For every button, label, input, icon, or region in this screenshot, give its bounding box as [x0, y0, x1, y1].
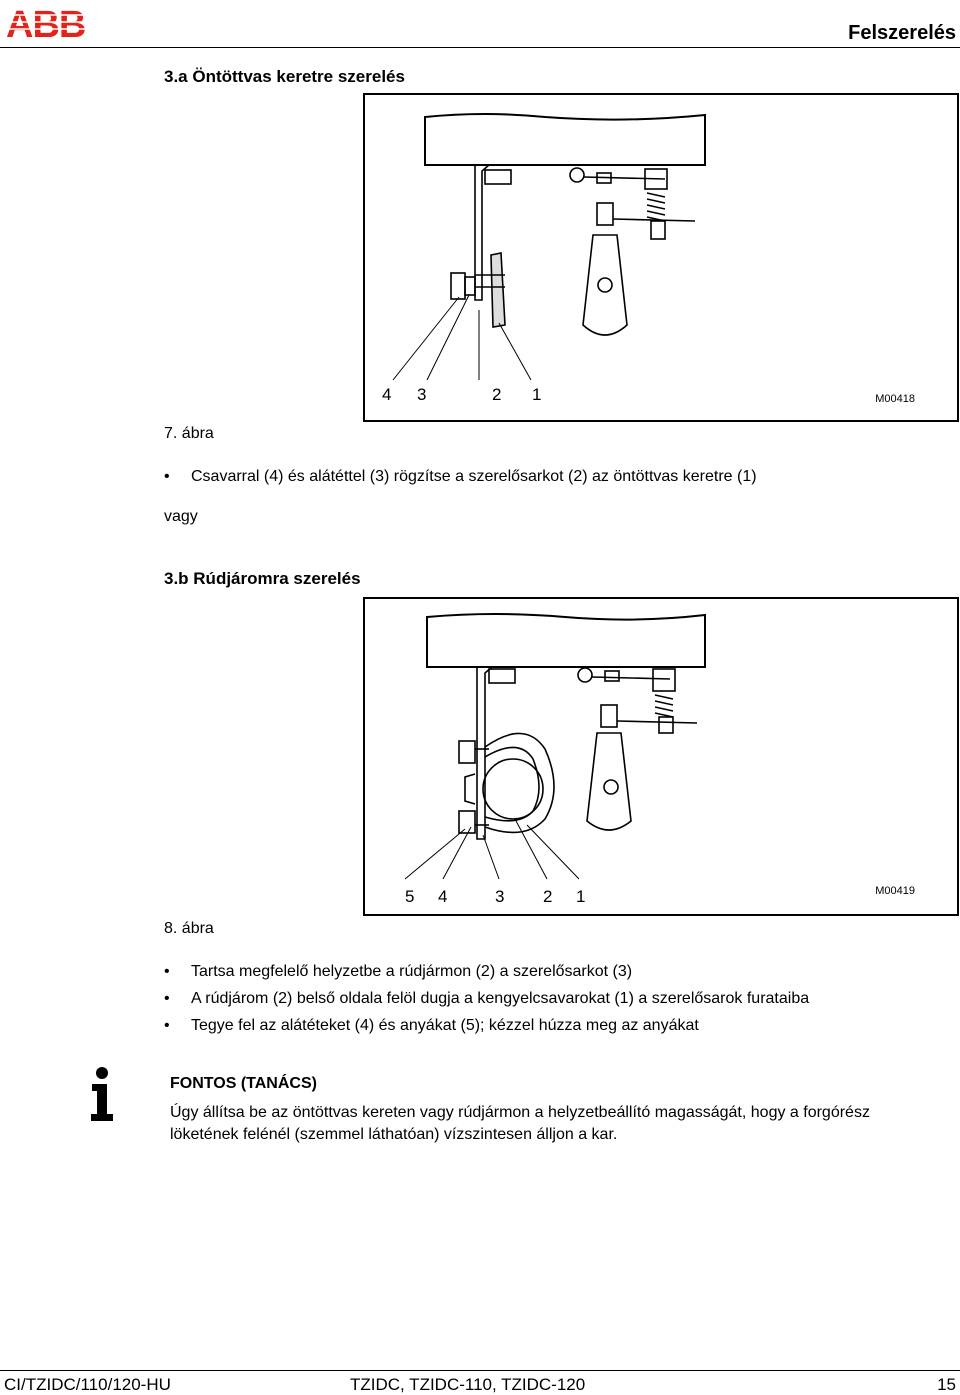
section-b-heading: 3.b Rúdjáromra szerelés — [164, 569, 361, 588]
figure-code: M00419 — [875, 885, 915, 897]
callout-1: 1 — [576, 887, 586, 906]
figure-8 — [363, 597, 959, 916]
footer-rule — [0, 1370, 960, 1371]
figure-7-drawing — [365, 95, 957, 420]
list-item: • Tartsa megfelelő helyzetbe a rúdjármon (2) a szerelősarkot (3) — [164, 958, 944, 985]
list-item: • Tegye fel az alátéteket (4) és anyákat (5); kézzel húzza meg az anyákat — [164, 1012, 944, 1039]
callout-3: 3 — [495, 887, 505, 906]
footer-doc-id: CI/TZIDC/110/120-HU — [4, 1375, 171, 1394]
section-a-bullets — [164, 463, 944, 490]
callout-4: 4 — [382, 385, 392, 404]
abb-logo — [6, 6, 90, 40]
info-icon — [88, 1066, 116, 1122]
connector-text: vagy — [164, 508, 198, 525]
logo-text: ABB — [6, 6, 86, 40]
callout-3: 3 — [417, 385, 427, 404]
list-item: • A rúdjárom (2) belső oldala felöl dugja a kengyelcsavarokat (1) a szerelősarok furataiba — [164, 985, 944, 1012]
figure-8-drawing — [365, 599, 957, 914]
figure-7-caption: 7. ábra — [164, 425, 214, 442]
callout-5: 5 — [405, 887, 415, 906]
page-number: 15 — [937, 1375, 956, 1394]
note-text: Úgy állítsa be az öntöttvas kereten vagy rúdjármon a helyzetbeállító magasságát, hogy a forgórész löketének felénél (szemmel láthatóan) vízszintesen álljon a kar. — [170, 1104, 870, 1143]
figure-8-caption: 8. ábra — [164, 920, 214, 937]
section-b-bullets — [164, 958, 944, 1039]
callout-4: 4 — [438, 887, 448, 906]
callout-2: 2 — [492, 385, 502, 404]
section-a-heading: 3.a Öntöttvas keretre szerelés — [164, 67, 405, 86]
callout-2: 2 — [543, 887, 553, 906]
figure-7 — [363, 93, 959, 422]
note-title: FONTOS (TANÁCS) — [170, 1075, 317, 1092]
figure-code: M00418 — [875, 393, 915, 405]
callout-1: 1 — [532, 385, 542, 404]
header-rule — [0, 47, 960, 48]
footer-product: TZIDC, TZIDC-110, TZIDC-120 — [350, 1375, 586, 1394]
list-item: • Csavarral (4) és alátéttel (3) rögzítse a szerelősarkot (2) az öntöttvas keretre (1) — [164, 463, 944, 490]
section-header: Felszerelés — [848, 22, 956, 44]
